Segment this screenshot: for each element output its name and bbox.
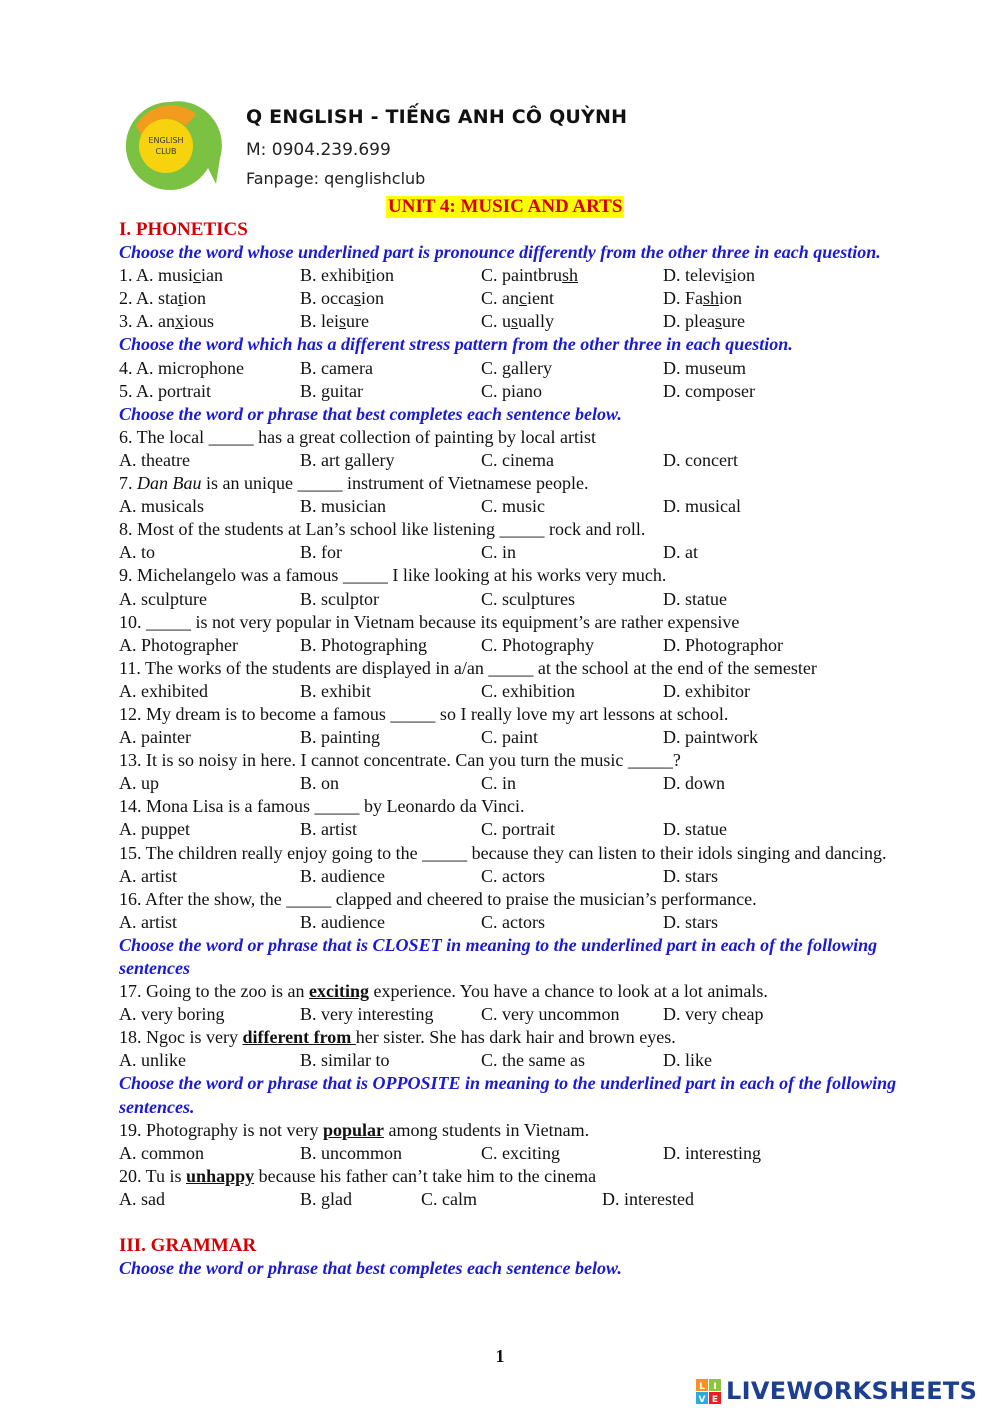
option-d[interactable]: D. like	[663, 1050, 712, 1071]
option-c[interactable]: C. exhibition	[481, 680, 575, 701]
option-b[interactable]: B. for	[300, 542, 342, 563]
option-a[interactable]: A. up	[119, 773, 159, 794]
option-c[interactable]: C. in	[481, 542, 517, 563]
question-text: 14. Mona Lisa is a famous _____ by Leonardo da Vinci.	[119, 796, 525, 817]
option-d[interactable]: D. stars	[663, 911, 718, 932]
question-options	[119, 541, 909, 564]
option-c[interactable]: C. piano	[481, 380, 542, 401]
question-options	[119, 772, 909, 795]
option-a[interactable]: 2. A. station	[119, 288, 207, 309]
option-b[interactable]: B. very interesting	[300, 1004, 434, 1025]
section-grammar: III. GRAMMAR	[119, 1235, 257, 1257]
question-text: 20. Tu is unhappy because his father can’t take him to the cinema	[119, 1165, 597, 1186]
option-b[interactable]: B. exhibition	[300, 265, 395, 286]
option-b[interactable]: B. artist	[300, 819, 357, 840]
option-a[interactable]: A. unlike	[119, 1050, 186, 1071]
instruction-closest: Choose the word or phrase that is CLOSET in meaning to the underlined part in each of the following sentences	[119, 934, 878, 978]
option-d[interactable]: D. stars	[663, 865, 718, 886]
option-a[interactable]: A. musicals	[119, 496, 204, 517]
option-b[interactable]: B. sculptor	[300, 588, 379, 609]
question-options	[119, 1049, 909, 1072]
question-text: 8. Most of the students at Lan’s school like listening _____ rock and roll.	[119, 519, 646, 540]
option-c[interactable]: C. very uncommon	[481, 1004, 620, 1025]
question-options	[119, 588, 909, 611]
option-c[interactable]: C. usually	[481, 311, 555, 332]
question-options	[119, 911, 909, 934]
option-d[interactable]: D. very cheap	[663, 1004, 764, 1025]
question-options	[119, 726, 909, 749]
option-d[interactable]: D. musical	[663, 496, 741, 517]
question-text: 17. Going to the zoo is an exciting experience. You have a chance to look at a lot animals.	[119, 981, 768, 1002]
question-options	[119, 495, 909, 518]
option-c[interactable]: C. in	[481, 773, 517, 794]
question-options	[119, 865, 909, 888]
option-c[interactable]: C. actors	[481, 865, 545, 886]
question-row	[119, 380, 909, 403]
question-row	[119, 287, 909, 310]
instruction-grammar: Choose the word or phrase that best completes each sentence below.	[119, 1258, 622, 1279]
option-a[interactable]: A. puppet	[119, 819, 190, 840]
option-b[interactable]: B. on	[300, 773, 340, 794]
question-options	[119, 680, 909, 703]
option-c[interactable]: C. cinema	[481, 449, 554, 470]
svg-text:CLUB: CLUB	[155, 147, 177, 156]
option-c[interactable]: C. ancient	[481, 288, 554, 309]
option-b[interactable]: B. guitar	[300, 380, 363, 401]
spacer	[119, 1211, 909, 1234]
option-c[interactable]: C. the same as	[481, 1050, 585, 1071]
option-d[interactable]: D. statue	[663, 819, 727, 840]
question-text: 13. It is so noisy in here. I cannot concentrate. Can you turn the music _____?	[119, 750, 681, 771]
question-options	[119, 1142, 909, 1165]
option-b[interactable]: B. leisure	[300, 311, 369, 332]
option-d[interactable]: D. at	[663, 542, 698, 563]
option-a[interactable]: 4. A. microphone	[119, 357, 244, 378]
option-a[interactable]: 3. A. anxious	[119, 311, 215, 332]
option-c[interactable]: C. actors	[481, 911, 545, 932]
option-d[interactable]: D. paintwork	[663, 727, 758, 748]
question-options	[119, 1003, 909, 1026]
option-c[interactable]: C. exciting	[481, 1142, 560, 1163]
worksheet-header	[116, 96, 716, 196]
question-options	[119, 818, 909, 841]
option-c[interactable]: C. sculptures	[481, 588, 575, 609]
option-d[interactable]: D. museum	[663, 357, 746, 378]
option-d[interactable]: D. television	[663, 265, 756, 286]
instruction-complete: Choose the word or phrase that best completes each sentence below.	[119, 403, 622, 424]
option-b[interactable]: B. similar to	[300, 1050, 390, 1071]
question-text: 9. Michelangelo was a famous _____ I like looking at his works very much.	[119, 565, 667, 586]
option-d[interactable]: D. exhibitor	[663, 680, 750, 701]
option-d[interactable]: D. statue	[663, 588, 727, 609]
school-name: Q ENGLISH - TIẾNG ANH CÔ QUỲNH	[246, 106, 628, 128]
svg-text:V: V	[698, 1395, 706, 1405]
english-club-logo	[116, 96, 224, 194]
question-text: 18. Ngoc is very different from her sister. She has dark hair and brown eyes.	[119, 1027, 676, 1048]
option-d[interactable]: D. Photographor	[663, 634, 783, 655]
option-c[interactable]: C. paintbrush	[481, 265, 579, 286]
liveworksheets-logo-icon	[696, 1379, 722, 1405]
question-options	[119, 1188, 909, 1211]
instruction-stress: Choose the word which has a different stress pattern from the other three in each question.	[119, 334, 793, 355]
fanpage: Fanpage: qenglishclub	[246, 169, 426, 188]
option-a[interactable]: A. exhibited	[119, 680, 208, 701]
option-c[interactable]: C. calm	[421, 1188, 477, 1209]
option-a[interactable]: A. theatre	[119, 449, 190, 470]
option-a[interactable]: A. sad	[119, 1188, 165, 1209]
worksheet-content	[119, 218, 909, 1280]
option-b[interactable]: B. uncommon	[300, 1142, 402, 1163]
option-a[interactable]: A. very boring	[119, 1004, 225, 1025]
option-b[interactable]: B. audience	[300, 911, 385, 932]
option-d[interactable]: D. interested	[602, 1188, 694, 1209]
option-c[interactable]: C. music	[481, 496, 546, 517]
question-text: 12. My dream is to become a famous _____ so I really love my art lessons at school.	[119, 703, 729, 724]
option-c[interactable]: C. portrait	[481, 819, 555, 840]
svg-text:L: L	[699, 1382, 705, 1392]
option-b[interactable]: B. art gallery	[300, 449, 395, 470]
instruction-pronunciation: Choose the word whose underlined part is pronounce differently from the other three in each question.	[119, 242, 881, 263]
option-a[interactable]: A. artist	[119, 911, 177, 932]
svg-text:I: I	[713, 1382, 717, 1392]
option-b[interactable]: B. painting	[300, 727, 380, 748]
option-d[interactable]: D. composer	[663, 380, 755, 401]
option-a[interactable]: 1. A. musician	[119, 265, 224, 286]
question-row	[119, 310, 909, 333]
question-text: 16. After the show, the _____ clapped and cheered to praise the musician’s performance.	[119, 888, 757, 909]
option-a[interactable]: A. artist	[119, 865, 177, 886]
option-a[interactable]: A. Photographer	[119, 634, 238, 655]
question-options	[119, 634, 909, 657]
option-a[interactable]: 5. A. portrait	[119, 380, 211, 401]
svg-text:E: E	[711, 1395, 719, 1405]
option-b[interactable]: B. audience	[300, 865, 385, 886]
liveworksheets-text: LIVEWORKSHEETS	[726, 1377, 978, 1405]
option-b[interactable]: B. exhibit	[300, 680, 371, 701]
page-number: 1	[495, 1346, 505, 1366]
question-text: 15. The children really enjoy going to the _____ because they can listen to their idols singing and dancing.	[119, 842, 887, 863]
option-b[interactable]: B. musician	[300, 496, 386, 517]
option-d[interactable]: D. down	[663, 773, 725, 794]
option-c[interactable]: C. Photography	[481, 634, 595, 655]
option-b[interactable]: B. camera	[300, 357, 373, 378]
instruction-opposite: Choose the word or phrase that is OPPOSITE in meaning to the underlined part in each of the following sentences.	[119, 1073, 897, 1117]
svg-text:ENGLISH: ENGLISH	[148, 136, 184, 145]
question-text: 19. Photography is not very popular among students in Vietnam.	[119, 1119, 590, 1140]
question-options	[119, 449, 909, 472]
liveworksheets-watermark	[696, 1377, 996, 1407]
question-text: 10. _____ is not very popular in Vietnam because its equipment’s are rather expensive	[119, 611, 740, 632]
option-a[interactable]: A. to	[119, 542, 155, 563]
option-d[interactable]: D. Fashion	[663, 288, 743, 309]
option-c[interactable]: C. paint	[481, 727, 538, 748]
option-a[interactable]: A. sculpture	[119, 588, 207, 609]
option-c[interactable]: C. gallery	[481, 357, 552, 378]
option-b[interactable]: B. glad	[300, 1188, 352, 1209]
phone-number: M: 0904.239.699	[246, 140, 391, 160]
question-text: 6. The local _____ has a great collection of painting by local artist	[119, 426, 597, 447]
option-d[interactable]: D. concert	[663, 449, 738, 470]
question-text: 7. Dan Bau is an unique _____ instrument of Vietnamese people.	[119, 473, 589, 494]
option-b[interactable]: B. occasion	[300, 288, 385, 309]
section-phonetics: I. PHONETICS	[119, 219, 248, 240]
option-b[interactable]: B. Photographing	[300, 634, 428, 655]
question-text: 11. The works of the students are displayed in a/an _____ at the school at the end of the semester	[119, 657, 817, 678]
unit-title: UNIT 4: MUSIC AND ARTS	[388, 196, 623, 217]
option-a[interactable]: A. common	[119, 1142, 204, 1163]
question-row	[119, 264, 909, 287]
question-row	[119, 357, 909, 380]
option-d[interactable]: D. pleasure	[663, 311, 745, 332]
option-a[interactable]: A. painter	[119, 727, 191, 748]
option-d[interactable]: D. interesting	[663, 1142, 761, 1163]
